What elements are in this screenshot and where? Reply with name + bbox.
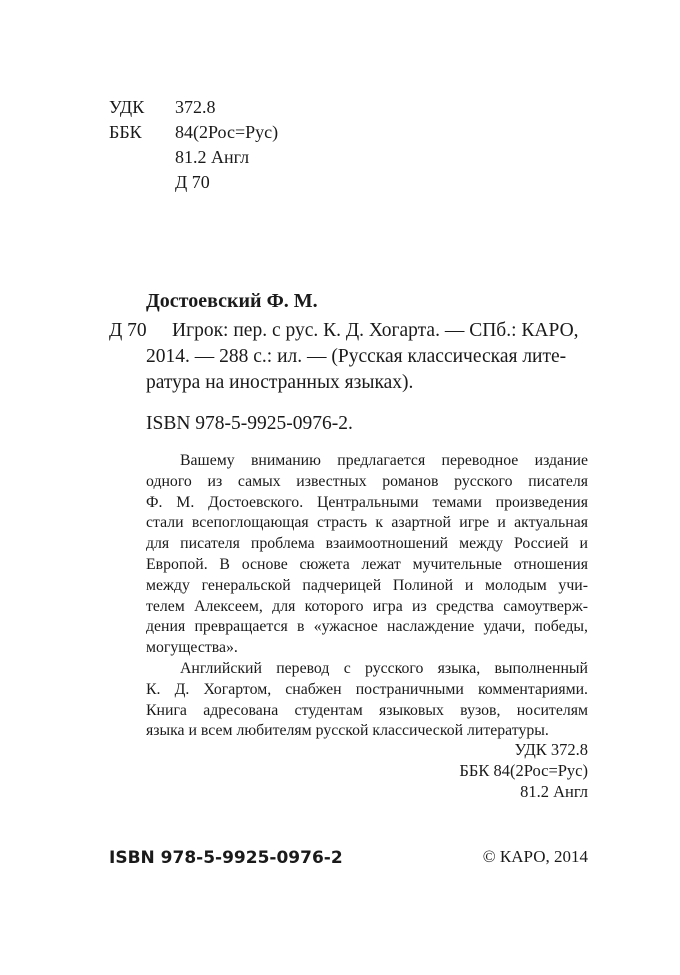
udk-label: УДК	[109, 97, 145, 117]
footer-isbn: ISBN 978-5-9925-0976-2	[109, 848, 343, 868]
annotation-line: Английский перевод с русского языка, выполненный	[180, 659, 588, 677]
classification-block	[109, 95, 349, 195]
author-mark-code: Д 70	[175, 172, 210, 192]
description-line-3: ратура на иностранных языках).	[146, 372, 414, 393]
annotation-line: телем Алексеем, для которого игра из средства самоутверж-	[146, 597, 588, 615]
annotation-line: стали всепоглощающая страсть к азартной игре и актуальная	[146, 514, 588, 532]
annotation-line: дения превращается в «ужасное наслаждение удачи, победы,	[146, 618, 588, 636]
annotation-line: Книга адресована студентам языковых вузов, носителям	[146, 701, 588, 719]
annotation-line: могущества».	[146, 639, 238, 657]
description-line-2: 2014. — 288 с.: ил. — (Русская классическая лите-	[146, 346, 567, 367]
right-bbk-lang: 81.2 Англ	[520, 782, 588, 801]
bbk-label: ББК	[109, 122, 142, 142]
author-mark: Д 70	[109, 320, 147, 341]
right-bbk: ББК 84(2Рос=Рус)	[459, 761, 588, 780]
description-line-1: Игрок: пер. с рус. К. Д. Хогарта. — СПб.: КАРО,	[172, 320, 579, 341]
annotation-line: между генеральской падчерицей Полиной и молодым учи-	[146, 576, 588, 594]
annotation-line: Вашему вниманию предлагается переводное издание	[180, 452, 588, 469]
udk-value: 372.8	[175, 97, 216, 117]
annotation-line: одного из самых известных романов русского писателя	[146, 472, 588, 490]
annotation-line: Ф. М. Достоевского. Центральными темами произведения	[146, 493, 588, 511]
annotation-line: Европой. В основе сюжета лежат мучительные отношения	[146, 555, 588, 573]
annotation-line: К. Д. Хогартом, снабжен постраничными комментариями.	[146, 680, 588, 698]
annotation	[146, 451, 588, 742]
copyright: © КАРО, 2014	[482, 847, 588, 866]
annotation-line: для писателя проблема взаимоотношений между Россией и	[146, 535, 588, 553]
right-udk: УДК 372.8	[514, 740, 588, 759]
bbk-value: 84(2Рос=Рус)	[175, 122, 279, 142]
bbk-value-lang: 81.2 Англ	[175, 147, 250, 167]
annotation-line: языка и всем любителям русской классической литературы.	[146, 722, 549, 740]
author-name: Достоевский Ф. М.	[146, 290, 318, 312]
record-isbn: ISBN 978-5-9925-0976-2.	[146, 413, 353, 434]
right-classification	[380, 739, 588, 802]
